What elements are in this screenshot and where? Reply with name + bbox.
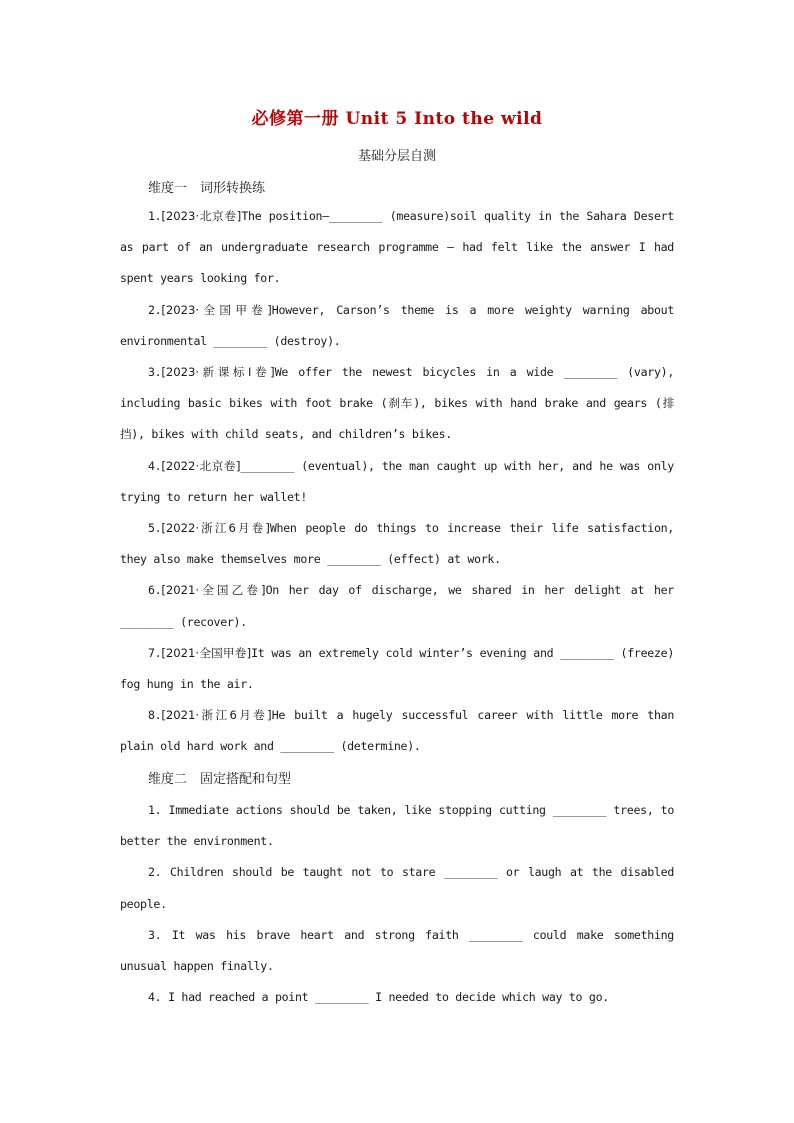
section2-items [120,795,674,1013]
section2-heading: 维度二 固定搭配和句型 [148,772,292,787]
section1-items [120,201,674,763]
exercise-item: 2.[2023·全国甲卷]However, Carson’s theme is a more weighty warning about environmental ________ (destroy). [120,302,674,348]
exercise-item: 4.[2022·北京卷]________ (eventual), the man caught up with her, and he was only trying to return her wallet! [120,458,674,504]
page-title: 必修第一册 Unit 5 Into the wild [251,109,543,129]
exercise-item: 3. It was his brave heart and strong faith ________ could make something unusual happen finally. [120,927,674,974]
exercise-item: 2. Children should be taught not to stare ________ or laugh at the disabled people. [120,865,674,911]
exercise-item: 1.[2023·北京卷]The position—________ (measure)soil quality in the Sahara Desert as part of an undergraduate research programme — had felt like the answer I had spent years looking for. [120,209,674,286]
exercise-item: 6.[2021·全国乙卷]On her day of discharge, we shared in her delight at her ________ (recover). [120,583,674,629]
page-subtitle: 基础分层自测 [357,149,436,164]
exercise-item: 5.[2022·浙江6月卷]When people do things to increase their life satisfaction, they also make themselves more ________ (effect) at work. [120,521,674,567]
exercise-item: 4. I had reached a point ________ I needed to decide which way to go. [148,990,609,1005]
section1-heading: 维度一 词形转换练 [148,181,266,196]
exercise-item: 7.[2021·全国甲卷]It was an extremely cold winter’s evening and ________ (freeze) fog hung in the air. [120,645,674,692]
exercise-item: 1. Immediate actions should be taken, like stopping cutting ________ trees, to better the environment. [120,803,674,849]
exercise-item: 3.[2023·新课标Ⅰ卷]We offer the newest bicycles in a wide ________ (vary), including basic bikes with foot brake (刹车), bikes with hand brake and gears (排挡), bikes with child seats, and children’s bikes. [120,365,674,442]
exercise-item: 8.[2021·浙江6月卷]He built a hugely successful career with little more than plain old hard work and ________ (determine). [120,708,674,754]
